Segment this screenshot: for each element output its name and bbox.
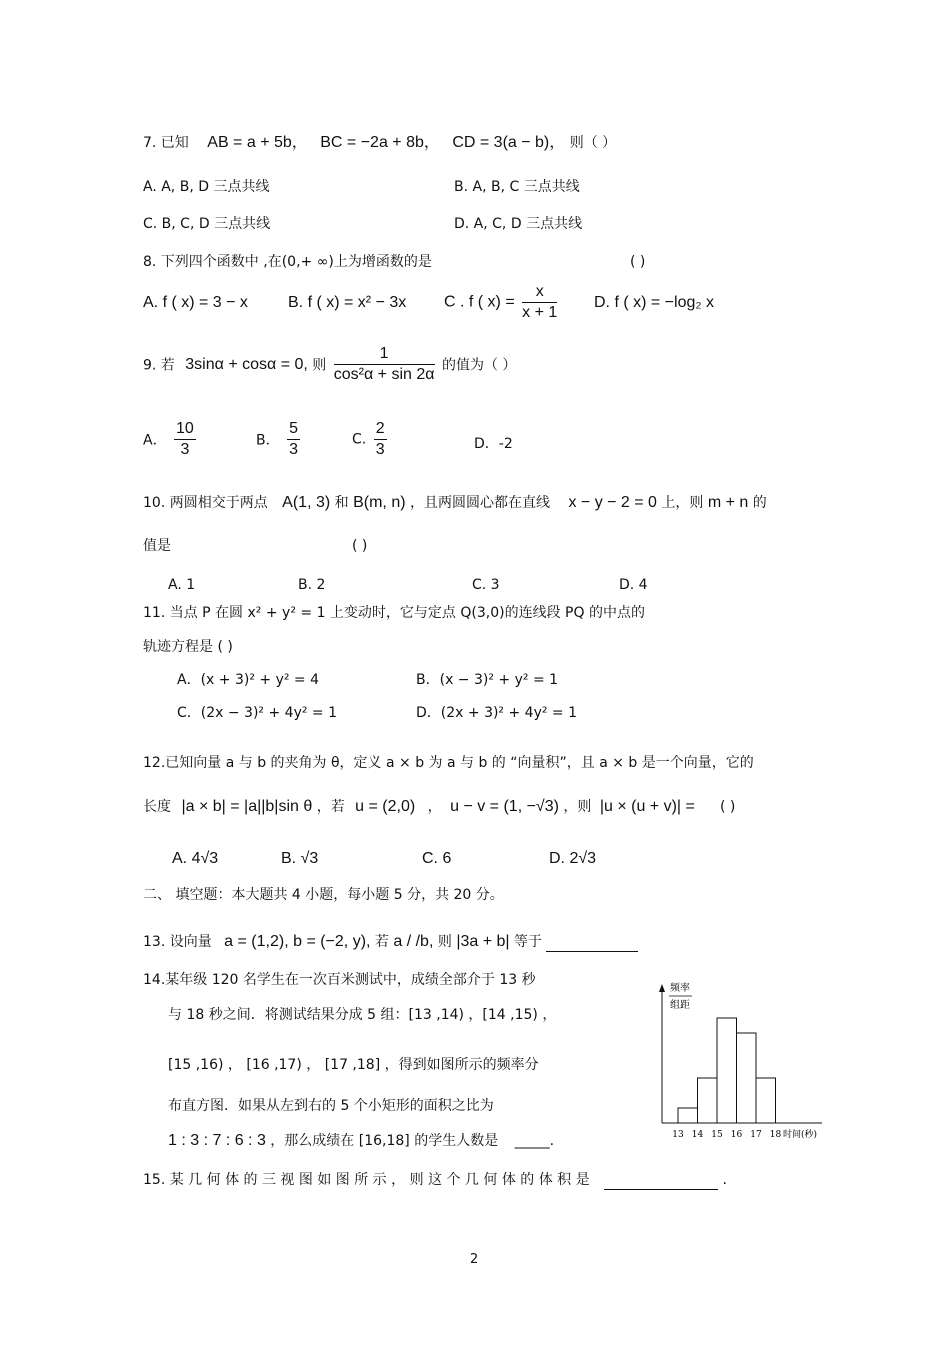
- histogram-ylabel-bottom: 组距: [670, 1000, 690, 1011]
- q15-answer-blank[interactable]: [604, 1173, 718, 1190]
- histogram-bar: [737, 1033, 757, 1123]
- histogram-tick-label: 14: [691, 1130, 704, 1140]
- q9-suffix: 的值为（ ）: [441, 357, 517, 374]
- q14-line2: 与 18 秒之间．将测试结果分成 5 组：[13 ,14) ，[14 ,15) ，: [168, 1007, 557, 1023]
- q14-line3: [15 ,16) ， [16 ,17) ， [17 ,18] ，得到如图所示的频率分: [168, 1057, 539, 1073]
- q9-option-b-label: B．: [256, 432, 280, 449]
- q12-ask: |u × (u + v)| =: [599, 798, 695, 815]
- q12-line2: 长度 |a × b| = |a||b|sin θ ，若 u = (2,0) ， u − v = (1, −√3) ，则 |u × (u + v)| =: [143, 798, 695, 815]
- q9-option-c-numerator: 2: [374, 420, 387, 440]
- q13-prefix: 13. 设向量: [143, 934, 212, 950]
- q14-line4: 布直方图．如果从左到右的 5 个小矩形的面积之比为: [168, 1098, 494, 1114]
- q10-m-plus-n: m + n: [707, 494, 749, 511]
- q12-option-b: B. √3: [281, 850, 319, 867]
- q10-point-a: A(1, 3): [282, 494, 331, 511]
- q12-line1: 12.已知向量 a 与 b 的夹角为 θ，定义 a × b 为 a 与 b 的 “向量积”，且 a × b 是一个向量，它的: [143, 755, 754, 771]
- q14-answer-blank[interactable]: _____.: [514, 1133, 555, 1149]
- q13-answer-blank[interactable]: [546, 935, 638, 952]
- q9-fraction-denominator: cos²α + sin 2α: [333, 366, 435, 383]
- q8-option-c-fraction: [522, 283, 557, 322]
- histogram-ticks: [672, 1130, 781, 1140]
- q14-line1: 14.某年级 120 名学生在一次百米测试中，成绩全部介于 13 秒: [143, 972, 536, 988]
- histogram-bar: [756, 1078, 776, 1123]
- q8-option-a: A. f ( x) = 3 − x: [143, 294, 248, 311]
- q13-line: [143, 932, 638, 952]
- histogram-bar: [717, 1018, 737, 1123]
- q10-line1-b: ，且两圆圆心都在直线: [410, 495, 550, 511]
- q12-line2-a: 长度: [143, 799, 171, 815]
- q15-text: 15. 某 几 何 体 的 三 视 图 如 图 所 示 ， 则 这 个 几 何 体 的 体 积 是: [143, 1172, 590, 1188]
- q12-line2-b: ，若: [316, 799, 345, 815]
- q14-ratio: 1 : 3 : 7 : 6 : 3: [168, 1132, 266, 1149]
- q12-option-a: A. 4√3: [172, 850, 219, 867]
- q8-option-b: B. f ( x) = x² − 3x: [288, 294, 407, 311]
- q15-line: [143, 1170, 727, 1190]
- q14-line5: [168, 1131, 554, 1151]
- q7-expr-bc: BC = −2a + 8b，: [320, 134, 440, 151]
- q10-line1-c: 上，则: [661, 495, 704, 511]
- q14-line5-b: ，那么成绩在 [16,18] 的学生人数是: [270, 1133, 499, 1149]
- q11-line2: 轨迹方程是 ( ): [143, 639, 233, 655]
- q9-fraction: [334, 345, 435, 384]
- q13-ask: |3a + b|: [456, 933, 510, 950]
- q7-option-a: A. A, B, D 三点共线: [143, 179, 270, 195]
- q9-option-a-fraction: [174, 420, 196, 459]
- histogram-ylabel-top: 频率: [670, 983, 690, 994]
- q13-if: 若: [374, 934, 389, 950]
- q9-condition: 3sinα + cosα = 0,: [185, 355, 308, 373]
- histogram-tick-label: 16: [730, 1130, 743, 1140]
- q15-suffix: .: [722, 1172, 727, 1188]
- q8-paren: ( ): [630, 254, 646, 270]
- q9-option-c-fraction: [374, 420, 387, 459]
- q9-option-b-numerator: 5: [287, 420, 300, 440]
- q13-condition: a / /b,: [393, 933, 434, 950]
- q10-line2: 值是: [143, 538, 171, 554]
- q10-option-a: A. 1: [168, 577, 196, 593]
- q7-prefix: 7. 已知: [143, 135, 189, 151]
- q9-option-a-denominator: 3: [180, 441, 190, 458]
- q11-option-d: D．(2x + 3)² + 4y² = 1: [416, 705, 578, 721]
- q9-option-c-label: C.: [352, 431, 367, 448]
- q7-option-c: C. B, C, D 三点共线: [143, 216, 271, 232]
- q10-paren: ( ): [352, 538, 368, 554]
- q8-option-c-numerator: x: [522, 283, 557, 303]
- q8-stem: 8. 下列四个函数中 ,在(0,+ ∞)上为增函数的是: [143, 254, 432, 270]
- q9-option-c-denominator: 3: [375, 441, 385, 458]
- frequency-histogram: [640, 978, 840, 1148]
- q9-option-b-fraction: [287, 420, 300, 459]
- q12-line2-c: ，则: [563, 799, 592, 815]
- q7-stem: [143, 133, 616, 153]
- q9-then: 则: [312, 357, 327, 374]
- histogram-bar: [678, 1108, 698, 1123]
- q10-option-b: B. 2: [298, 577, 326, 593]
- q10-point-b: B(m, n): [353, 494, 406, 511]
- q12-paren: ( ): [720, 799, 736, 815]
- q8-option-d: D. f ( x) = −log₂ x: [594, 294, 715, 311]
- histogram-tick-label: 17: [750, 1130, 762, 1140]
- histogram-xlabel: 时间(秒): [783, 1130, 818, 1140]
- q10-line-equation: x − y − 2 = 0: [568, 494, 657, 511]
- q11-line1: 11. 当点 P 在圆 x² + y² = 1 上变动时，它与定点 Q(3,0)的连线段 PQ 的中点的: [143, 605, 645, 621]
- section-heading-fill-blank: 二、 填空题：本大题共 4 小题，每小题 5 分，共 20 分。: [143, 887, 504, 903]
- q10-and: 和: [334, 495, 349, 511]
- q9-option-d: D．-2: [474, 436, 513, 452]
- q9-option-b: [256, 420, 303, 459]
- page-number: 2: [470, 1252, 479, 1267]
- histogram-tick-label: 15: [711, 1130, 723, 1140]
- q12-u-minus-v-value: u − v = (1, −√3): [450, 798, 559, 815]
- q9-option-c: [352, 420, 390, 459]
- q12-length-formula: |a × b| = |a||b|sin θ: [181, 798, 313, 815]
- q7-expr-ab: AB = a + 5b，: [207, 134, 308, 151]
- q10-line1-d: 的: [752, 495, 767, 511]
- q9-option-a: [143, 420, 199, 459]
- q8-option-c: [444, 283, 560, 322]
- q10-option-c: C. 3: [472, 577, 500, 593]
- histogram-bars: [678, 1018, 776, 1123]
- q9-option-b-denominator: 3: [289, 441, 298, 458]
- q12-u-value: u = (2,0): [355, 798, 416, 815]
- q11-option-b: B．(x − 3)² + y² = 1: [416, 672, 559, 688]
- q9-stem: [143, 345, 516, 384]
- q13-then: 则: [437, 934, 452, 950]
- q7-suffix: 则（ ）: [569, 135, 617, 151]
- q8-option-c-denominator: x + 1: [522, 304, 558, 321]
- q11-option-a: A．(x + 3)² + y² = 4: [177, 672, 320, 688]
- q10-option-d: D. 4: [619, 577, 648, 593]
- q10-line1-a: 10. 两圆相交于两点: [143, 495, 268, 511]
- q9-prefix: 9. 若: [143, 357, 175, 374]
- histogram-tick-label: 18: [769, 1130, 782, 1140]
- q10-line1: [143, 493, 767, 513]
- q7-option-b: B. A, B, C 三点共线: [454, 179, 580, 195]
- q13-suffix: 等于: [514, 934, 543, 950]
- q7-option-d: D. A, C, D 三点共线: [454, 216, 583, 232]
- q9-option-a-label: A．: [143, 432, 167, 449]
- q7-expr-cd: CD = 3(a − b)，: [452, 134, 566, 151]
- q11-option-c: C．(2x − 3)² + 4y² = 1: [177, 705, 338, 721]
- q8-option-c-prefix: C . f ( x) =: [444, 293, 515, 311]
- q9-fraction-numerator: 1: [334, 345, 435, 365]
- q9-option-a-numerator: 10: [174, 420, 196, 440]
- q12-option-d: D. 2√3: [549, 850, 597, 867]
- histogram-tick-label: 13: [672, 1130, 684, 1140]
- q13-vectors: a = (1,2), b = (−2, y),: [224, 933, 371, 950]
- q12-option-c: C. 6: [422, 850, 452, 867]
- histogram-bar: [698, 1078, 718, 1123]
